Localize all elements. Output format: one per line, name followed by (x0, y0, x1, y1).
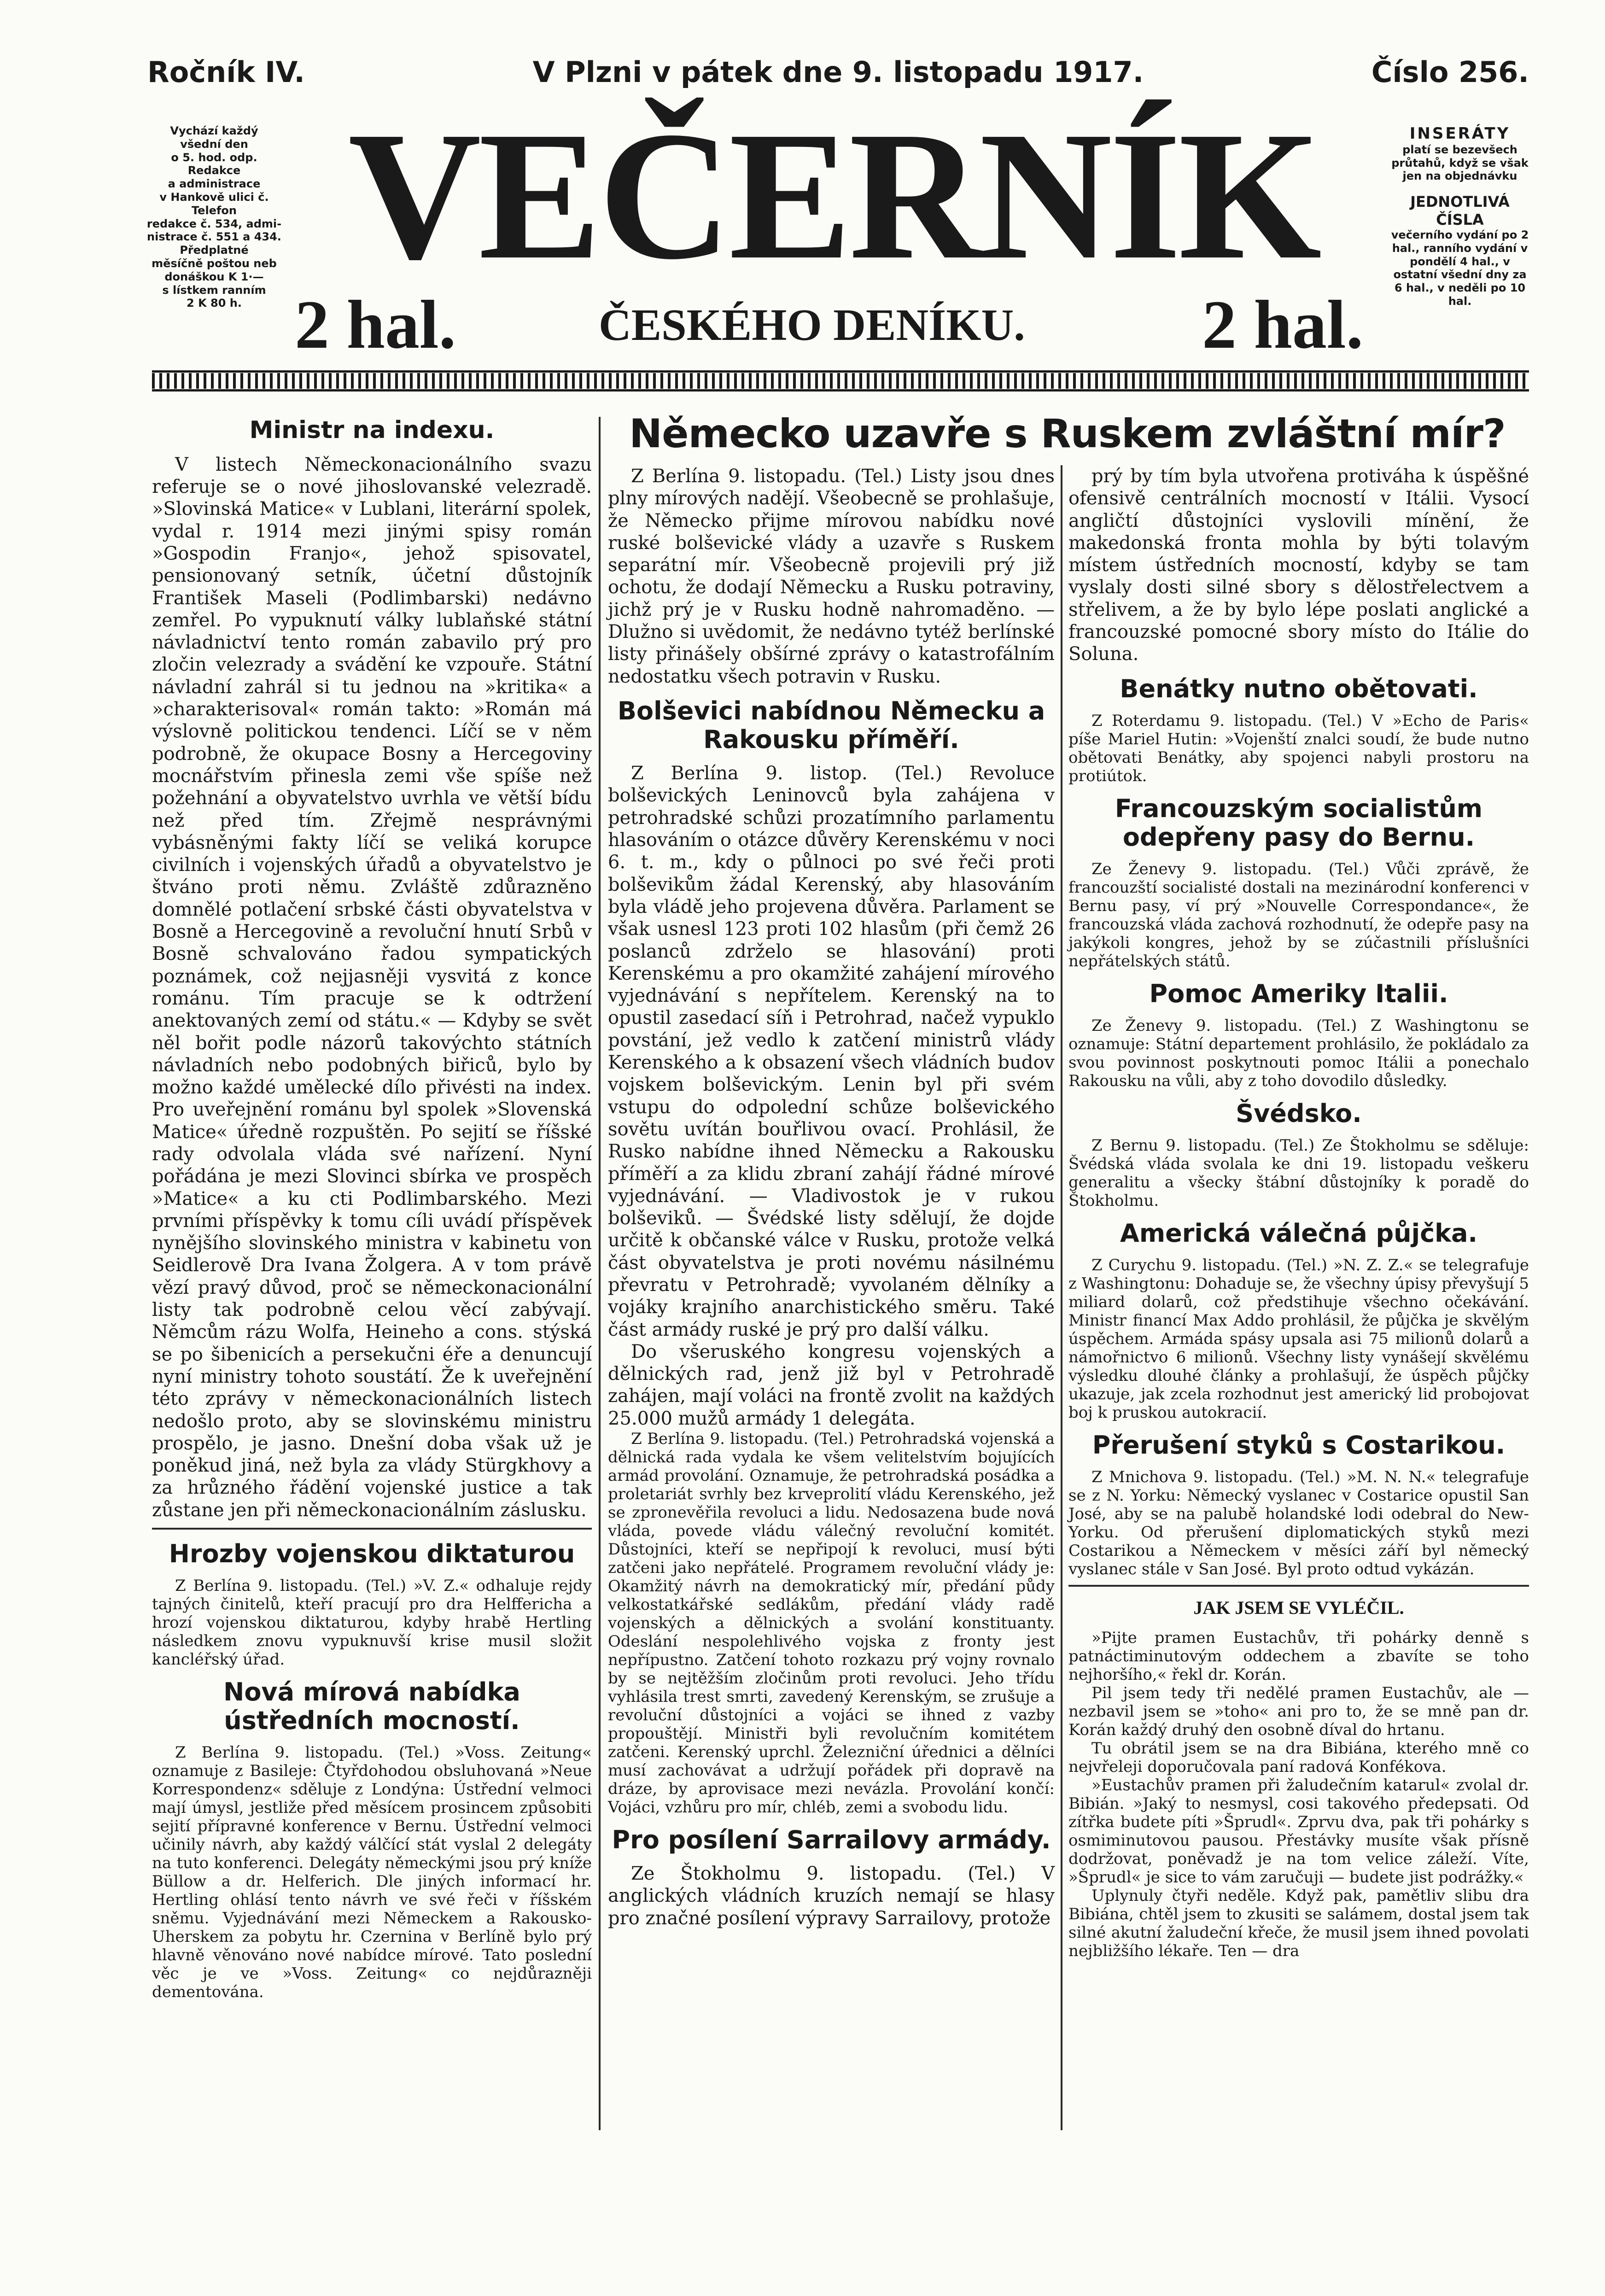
article-text: Z Berlína 9. listopadu. (Tel.) »V. Z.« odhaluje rejdy tajných činitelů, kteří pracují pro dra Helfferichа a hrozí vojenskou diktaturou, kdyby hrabě Hertling následkem znovu vypuknuvší krise musil složit kancléřský úřad. (152, 1577, 592, 1669)
column-divider (599, 417, 601, 2130)
dateline: V Plzni v pátek dne 9. listopadu 1917. (532, 55, 1144, 89)
feuilleton-text: »Eustachův pramen při žaludečním katarul« zvolal dr. Bibián. »Jaký to nesmysl, cosi takového předepsati. Od zítřka budete píti »Šprudl«. Zprvu dva, pak tři pohárky s osmiminutovou pausou. Přestávky musíte však přísně dodržovat, poněvadž je na tom velice záleží. Víte, »Šprudl« je sice to vám zaručuji — budete jist podrážky.« (1068, 1776, 1529, 1887)
headline-benatky: Benátky nutno obětovati. (1120, 674, 1478, 703)
headline-francouzske-pasy: Francouzským socialistům odepřeny pasy do Bernu. (1115, 794, 1483, 852)
article-text: Z Berlína 9. listopadu. (Tel.) »Voss. Zeitung« oznamuje z Basileje: Čtyřdohodou obsluhovaná »Neue Korrespondenz« sděluje z Londýna: Ústřední velmoci mají úmysl, jestliže před měsícem prosincem způsobiti sejití přípravné konference v Bernu. Ústřední velmoci učinily návrh, aby každý válčící stát vyslal 2 delegáty na tuto konferenci. Delegáty německými jsou prý kníže Büllow a dr. Helferich. Dle jiných informací hr. Hertling ohlásí tento návrh ve své řeči v říšském sněmu. Vyjednávání mezi Německem a Rakousko-Uherskem za pobytu hr. Czernina v Berlíně bylo prý hlavně věnováno nové nabídce mírové. Tato poslední věc je ve »Voss. Zeitung« co nejdůrazněji dementována. (152, 1743, 592, 2002)
headline-americka-pujcka: Americká válečná půjčka. (1120, 1219, 1477, 1248)
headline-sarrail: Pro posílení Sarrailovy armády. (612, 1825, 1051, 1855)
article-text: Z Roterdamu 9. listopadu. (Tel.) V »Echo de Paris« píše Mariel Hutin: »Vojenští znalci soudí, že bude nutno obětovati Benátky, aby spojenci nabyli prostoru na protiútok. (1068, 711, 1529, 785)
price-right: 2 hal. (1202, 286, 1364, 363)
headline-svedsko: Švédsko. (1236, 1099, 1362, 1128)
column-3 (1068, 465, 1529, 1960)
column-2 (608, 465, 1055, 1929)
article-text: Z Berlína 9. listopadu. (Tel.) Listy jsou dnes plny mírových nadějí. Všeobecně se prohlašuje, že Německo přijme mírovou nabídku nové ruské bolševické vlády a uzavře s Ruskem separátní mír. Všeobecně projevili prý již ochotu, že dodají Německu a Rusku potraviny, jichž prý je v Rusku hodně nahromaděno. — Dlužno si uvědomit, že nedávno tytéž berlínské listy přinášely obšírné zprávy o katastrofálním nedostatku všech potravin v Rusku. (608, 466, 1055, 687)
feuilleton-title: JAK JSEM SE VYLÉČIL. (1193, 1597, 1404, 1618)
article-text: V listech Německonacionálního svazu referuje se o nové jihoslovanské velezradě. »Slovinská Matice« v Lublani, literární spolek, vydal r. 1914 mezi jinými spisy román »Gospodin Franjo«, jehož spisovatel, pensionovaný setník, účetní důstojník František Maseli (Podlimbarski) nedávno zemřel. Po vypuknutí války lublaňské státní návladnictví tento román zabavilo prý pro zločin velezrady a svádění ke vzpouře. Státní návladní zahrál si tu jednou na »kritika« a »charakterisoval« román takto: »Román má výslovně politickou tendenci. Líčí se v něm podrobně, že okupace Bosny a Hercegoviny mocnářstvím přinesla zemi vše spíše než požehnání a obyvatelstvo uvrhla ve větší bídu než před tím. Zřejmě nesprávnými vybásněnými fakty líčí se veliká korupce civilních i vojenských úřadů a obyvatelstvo je štváno proti němu. Zvláště zdůrazněno domnělé potlačení srbské části obyvatelstva v Bosně a Hercegovině a revoluční hnutí Srbů v Bosně schvalováno řadou sympatických poznámek, což nejjasněji vysvitá z konce románu. Tím pracuje se k odtržení anektovaných zemí od státu.« — Kdyby se svět něl bořit podle názorů takovýchto státních návladních nebo podobných biřiců, bylo by možno každé umělecké dílo přivésti na index. Pro uveřejnění románu byl spolek »Slovenská Matice« úředně rozpuštěn. Po sejití se říšské rady odvolala vláda své nařízení. Nyní pořádána je mezi Slovinci sbírka ve prospěch »Matice« a ku cti Podlimbarského. Mezi prvními příspěvky k tomu cíli uvádí příspěvek nynějšího slovinského ministra v kabinetu von Seidlerově Dra Ivana Žolgera. A v tom právě vězí pravý důvod, proč se německonacionální listy tak podrobně celou věcí zabývají. Němcům rázu Wolfa, Heineho a cons. stýská se po šibenicích a persekučni éře a denuncují nyní ministry tohoto soustátí. Že k uveřejnění této zprávy v německonacionálních listech nedošlo proto, aby se slovinskému ministru prospělo, je jasno. Dnešní doba však už je poněkud jiná, než byla za vlády Stürgkhovy a za hrůzného řádění vojenské justice a tak zůstane jen při německonacionálním záslusku. (152, 454, 592, 1521)
feuilleton-text: »Pijte pramen Eustachův, tři pohárky denně s patnáctiminutovým oddechem a zbavíte se toho nejhoršího,« řekl dr. Korán. (1068, 1628, 1529, 1684)
article-text: Z Berlína 9. listop. (Tel.) Revoluce bolševických Leninovců byla zahájena v petrohradské schůzi prozatímního parlamentu hlasováním o otázce důvěry Kerenskému v noci 6. t. m., kdy o půlnoci po své řeči proti bolševikům žádal Kerenský, aby hlasováním byla vládě jeho projevena důvěra. Parlament se však usnesl 123 proti 102 hlasům (při čemž 26 poslanců zdrželo se hlasování) proti Kerenskému a pro okamžité zahájení mírového vyjednávání s nepřítelem. Kerenský na to opustil zasedací síň i Petrohrad, načež vypuklo povstání, jež vedlo k zatčení ministrů vlády Kerenského a k obsazení všech vládních budov vojskem bolševickým. Lenin byl při svém vstupu do odpolední schůze bolševického sovětu uvítán bouřlivou ovací. Prohlásil, že Rusko nabídne ihned Německu a Rakousku příměří a za klidu zbraní zahájí řádné mírové vyjednávání. — Vladivostok je v rukou bolševiků. — Švédské listy sdělují, že dojde určitě k občanské válce v Rusku, protože velká část obyvatelstva je proti novému násilnému převratu v Petrohradě; vyvolaném dělníky a vojáky krajního anarchistického směru. Také část armády ruské je prý pro další válku. (608, 763, 1055, 1340)
article-text: Z Bernu 9. listopadu. (Tel.) Ze Štokholmu se sděluje: Švédská vláda svolala ke dni 19. listopadu veškeru generalitu a všecky štábní důstojníky k poradě do Štokholmu. (1068, 1136, 1529, 1210)
feuilleton-text: Tu obrátil jsem se na dra Bibiána, kterého mně co nejvřeleji doporučovala paní radová Konfékova. (1068, 1739, 1529, 1776)
headline-ministr: Ministr na indexu. (249, 416, 495, 444)
headline-costarika: Přerušení styků s Costarikou. (1092, 1431, 1506, 1460)
headline-nova-mirova: Nová mírová nabídka ústředních mocností. (223, 1677, 520, 1735)
article-text: Ze Ženevy 9. listopadu. (Tel.) Vůči zprávě, že francouzští socialisté dostali na mezinárodní konferenci v Bernu pasy, ví prý »Nouvelle Correspondance«, že francouzská vláda zachová rozhodnutí, že odepře pasy na jakýkoli kongres, jehož by se zúčastnili příslušníci nepřátelských států. (1068, 859, 1529, 970)
newspaper-subtitle: ČESKÉHO DENÍKU. (599, 300, 1025, 350)
article-text: Z Mnichova 9. listopadu. (Tel.) »M. N. N.« telegrafuje se z N. Yorku: Německý vyslanec v Costarice opustil San José, aby se na palubě holandské lodi odebral do New-Yorku. Od přerušení diplomatických styků mezi Costarikou a Německem v měsíci září byl německý vyslanec stále v San José. Byl proto odtud vykázán. (1068, 1468, 1529, 1579)
headline-hrozby: Hrozby vojenskou diktaturou (169, 1539, 575, 1569)
issue-number: Číslo 256. (1371, 55, 1529, 89)
article-text: Z Curychu 9. listopadu. (Tel.) »N. Z. Z.« se telegrafuje z Washingtonu: Dohaduje se, že všechny úpisy převyšují 5 miliard dolarů, což předstihuje všechno očekávání. Ministr financí Max Addo prohlásil, že půjčka je skvělým úspěchem. Armáda spásy upsala asi 75 milionů dolarů a námořnictvo 6 milionů. Všechny listy vynášejí skvělému výsledku dlouhé články a prohlašují, že úspěch půjčky ukazuje, jak zcela rozhodnut jest americký lid probojovat boj k pruskou autokracií. (1068, 1256, 1529, 1422)
feuilleton-text: Uplynuly čtyři neděle. Když pak, pamětliv slibu dra Bibiána, chtěl jsem to zkusiti se salámem, dostal jsem tak silné akutní žaludeční křeče, že musil jsem ihned povolati nejbližšího lékaře. Ten — dra (1068, 1886, 1529, 1960)
feuilleton-text: Pil jsem tedy tři nedělé pramen Eustachův, ale — nezbavil jsem se »toho« ani pro to, že se mně pan dr. Korán každý druhý den osobně díval do hrtanu. (1068, 1683, 1529, 1739)
masthead-info-left: Vychází každý všední den o 5. hod. odp. Redakce a administrace v Hankově ulici č. Telefon redakce č. 534, admi- nistrace č. 551 a 434. Předplatné měsíčně poštou neb donáškou K 1·— s lístkem ranním 2 K 80 h. (146, 124, 282, 310)
divider (152, 1528, 592, 1530)
masthead-rule (152, 373, 1529, 389)
headline-pomoc-ameriky: Pomoc Ameriky Italii. (1149, 979, 1448, 1008)
price-left: 2 hal. (295, 286, 456, 363)
lead-headline: Německo uzavře s Ruskem zvláštní mír? (629, 411, 1506, 457)
article-text: Ze Ženevy 9. listopadu. (Tel.) Z Washingtonu se oznamuje: Státní departement prohlásilo, že pokládalo za svou povinnost poskytnouti pomoc Itálii a ponechalo Rakousku na vůli, aby z toho dovodilo důsledky. (1068, 1017, 1529, 1091)
header-line (147, 55, 1529, 89)
column-divider (1061, 465, 1062, 2130)
article-text: prý by tím byla utvořena protiváha k úspěšné ofensivě centrálních mocností v Itálii. Vysocí angličtí důstojníci vyslovili mínění, že makedonská fronta mohla by býti tolavým místem ústředních mocností, kdyby se tam vyslaly dosti silné sbory s dělostřelectvem a střelivem, a že by bylo lépe poslati anglické a francouzské pomocné sbory místo do Itálie do Soluna. (1068, 466, 1529, 665)
column-1 (152, 417, 592, 2001)
divider (1068, 1585, 1529, 1587)
article-text: Do všeruského kongresu vojenských a dělnických rad, jenž již byl v Petrohradě zahájen, mají voláci na frontě zvolit na každých 25.000 mužů armády 1 delegáta. (608, 1341, 1055, 1429)
article-text: Ze Štokholmu 9. listopadu. (Tel.) V anglických vládních kruzích nemají se hlasy pro značné posílení výpravy Sarrailovy, protože (608, 1863, 1055, 1929)
article-text: Z Berlína 9. listopadu. (Tel.) Petrohradská vojenská a dělnická rada vydala ke všem velitelstvím bojujících armád provolání. Oznamuje, že petrohradská posádka a proletariát svrhly bez krveprolití vládu Kerenského, jež se zpronevěřila revoluci a lidu. Nedosazena bude nová vláda, povede vládu válečný revoluční komitét. Důstojníci, kteří se nepřipojí k revoluci, musí býti zatčeni jako nepřátelé. Programem revoluční vlády je: Okamžitý návrh na demokratický mír, předání půdy velkostatkářské sedlákům, předání vlády radě vojenských a dělnických a svolání konstituanty. Odeslání nespolehlivého vojska z fronty jest nepřípustno. Zatčení tohoto rozkazu prý vojny rovnalo by se nejtěžším zločinům proti revoluci. Jeho třídu vyhlásila trest smrti, zavedený Kerenským, se zrušuje a revoluční důstojníci a vojáci se ihned z vazby propouštějí. Ministři byli revolučním komitétem zatčeni. Kerenský uprchl. Železniční úřednici a dělníci musí zachovávat a udržují pořádek při dopravě na dráze, by aprovisace mezi nevázla. Provolání končí: Vojáci, vzhůru pro mír, chléb, zemi a svobodu lidu. (608, 1430, 1055, 1817)
masthead-info-right: INSERÁTY platí se bezevšech průtahů, když se však jen na objednávku JEDNOTLIVÁ ČÍSLA večerního vydání po 2 hal., ranního vydání v pondělí 4 hal., v ostatní všední dny za 6 hal., v neděli po 10 hal. (1391, 124, 1529, 308)
newspaper-title: VEČERNÍK (348, 93, 1319, 298)
volume-number: Ročník IV. (147, 55, 305, 89)
headline-bolsevici: Bolševici nabídnou Německu a Rakousku příměří. (617, 696, 1045, 754)
